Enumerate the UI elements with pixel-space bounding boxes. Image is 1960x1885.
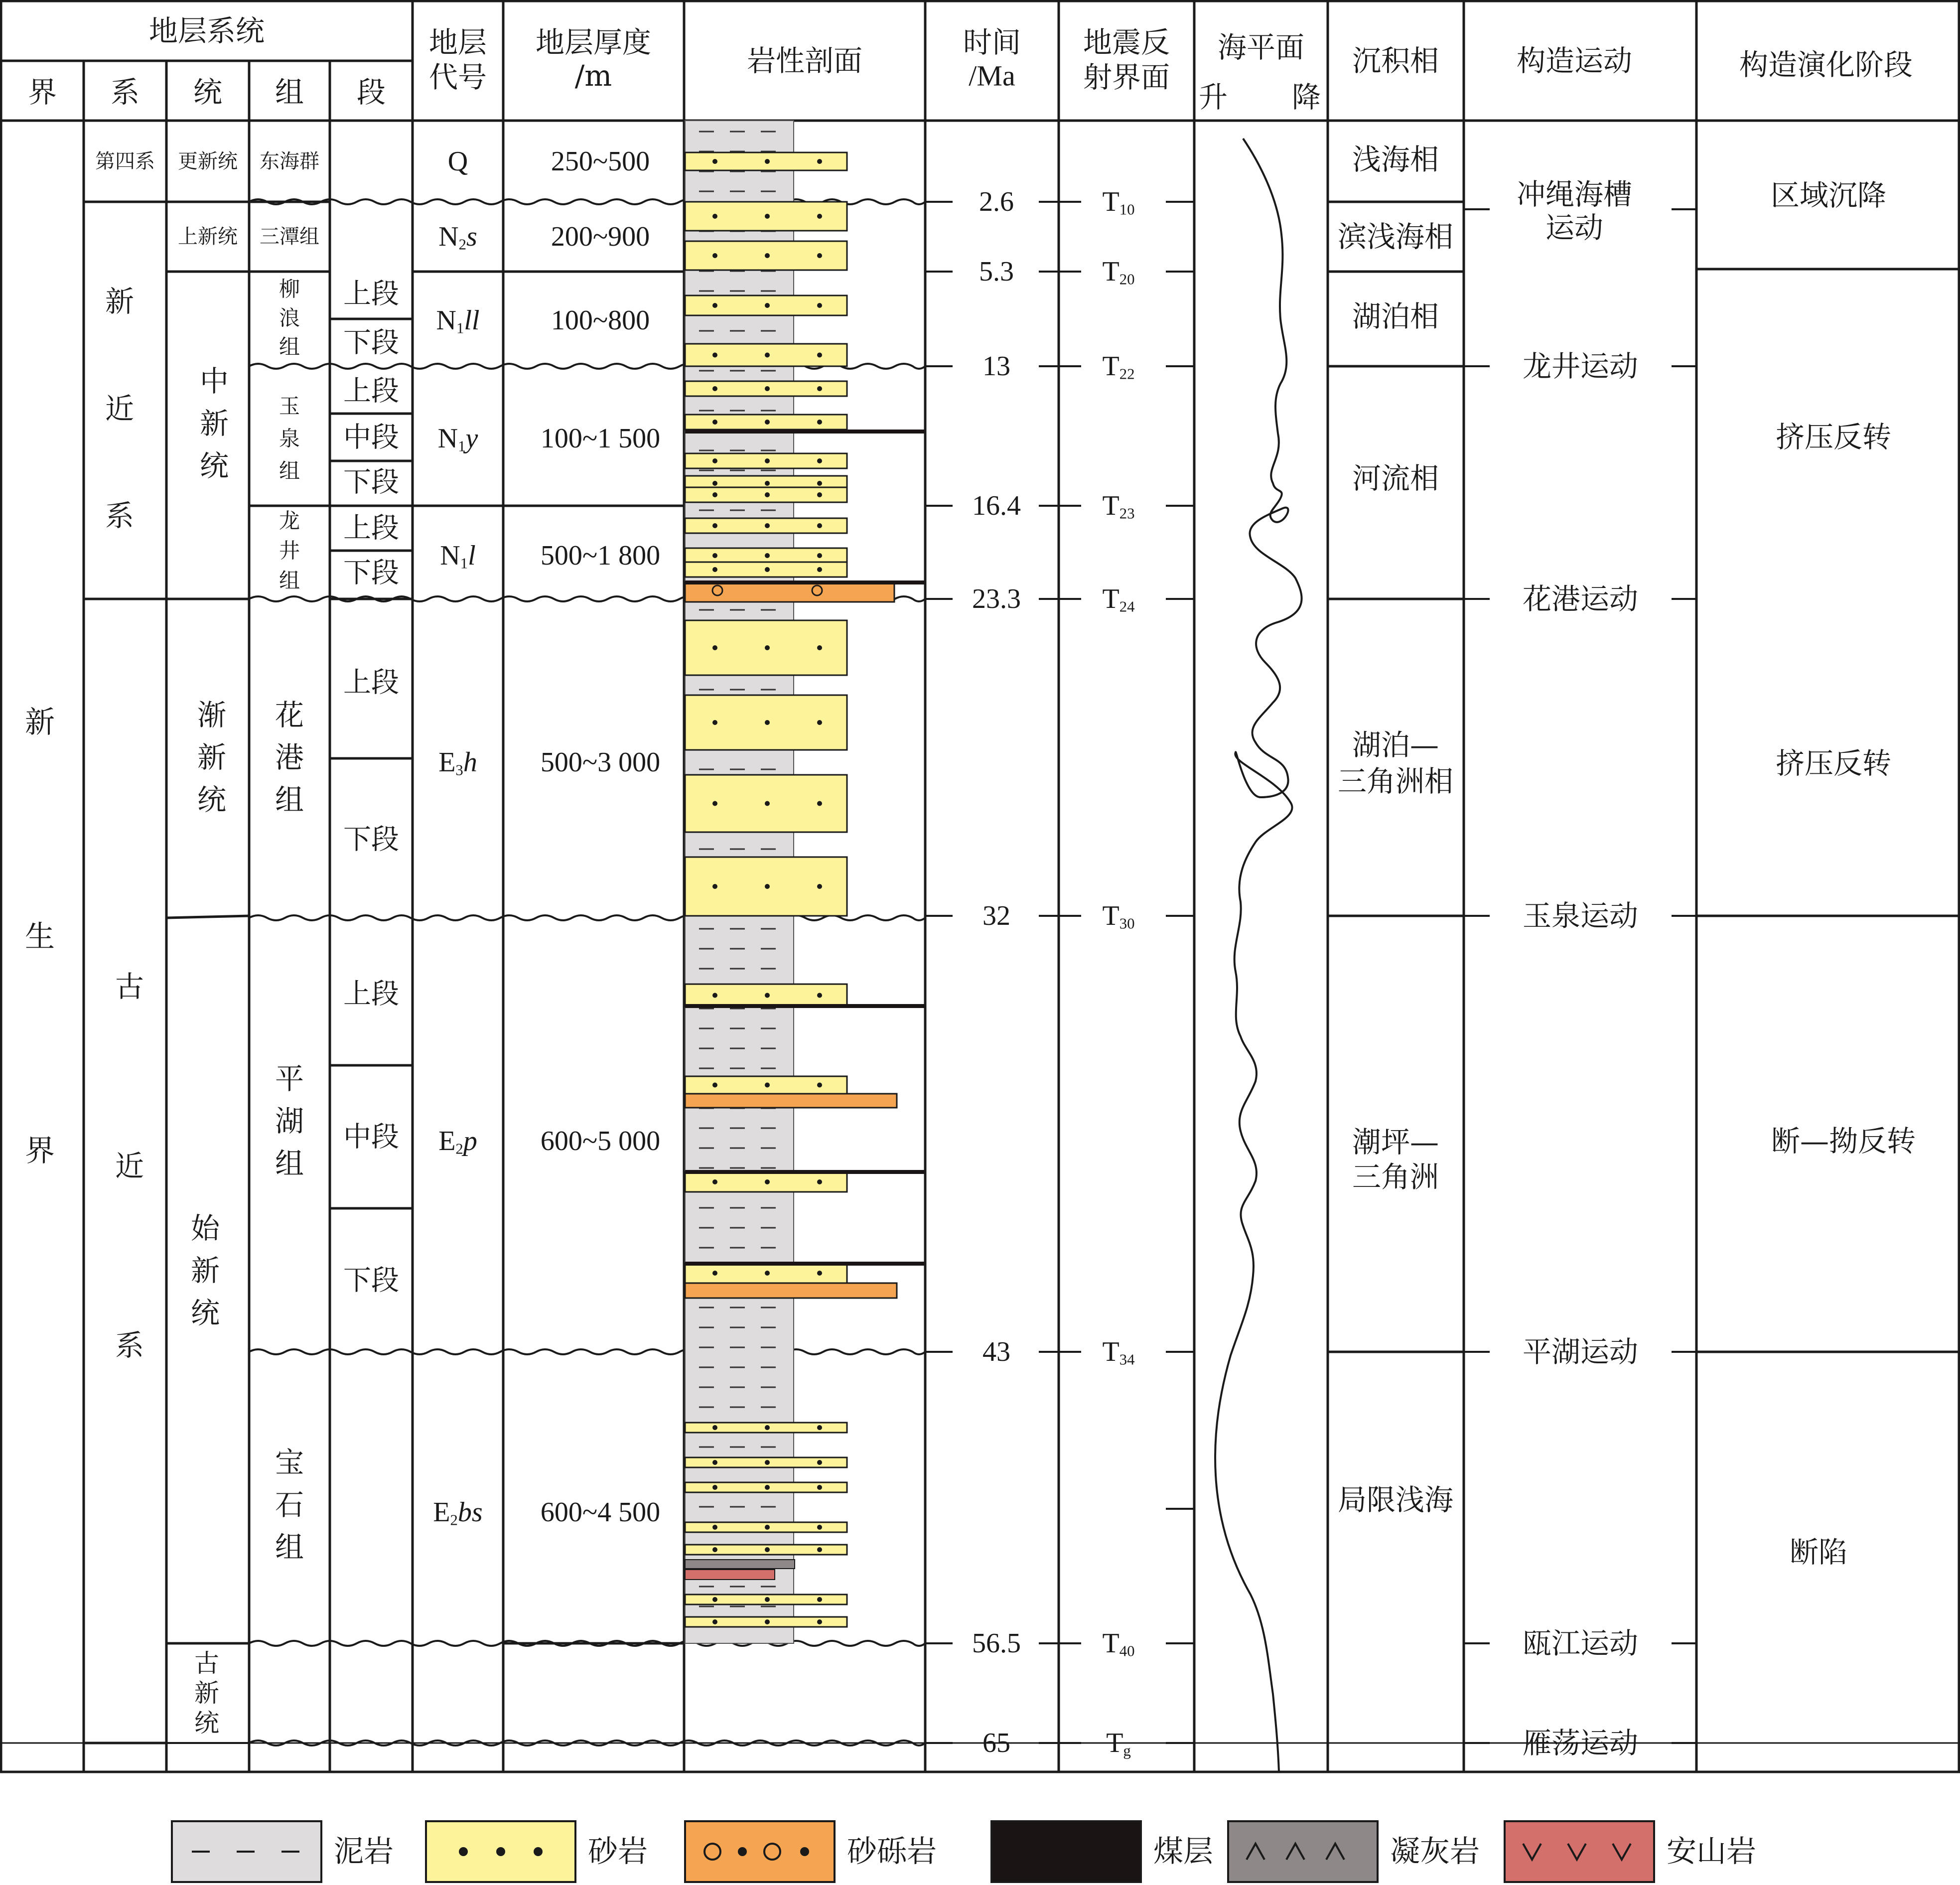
header-jie: 界 xyxy=(27,75,57,109)
legend-label-1: 砂岩 xyxy=(588,1834,648,1869)
header-sealevel-fall: 降 xyxy=(1291,80,1321,114)
zu-longjing xyxy=(279,509,300,593)
thickness-4: 500~1 800 xyxy=(540,540,661,571)
svg-text:组: 组 xyxy=(279,334,300,359)
facies-0: 浅海相 xyxy=(1352,143,1439,176)
jie-cenozoic xyxy=(25,705,55,1168)
svg-text:统: 统 xyxy=(194,1709,219,1738)
sea-level-curve xyxy=(1215,139,1302,1772)
header-time-unit: /Ma xyxy=(969,59,1015,92)
duan-10: 中段 xyxy=(343,1121,399,1154)
duan-1: 下段 xyxy=(343,326,399,359)
age-8: 65 xyxy=(982,1728,1010,1758)
lithology-column xyxy=(685,121,924,1643)
svg-text:组: 组 xyxy=(279,458,300,483)
age-0: 2.6 xyxy=(979,186,1014,217)
svg-text:统: 统 xyxy=(190,1296,220,1330)
duan-0: 上段 xyxy=(343,278,399,310)
code-2: $N_1ll$ xyxy=(436,305,480,337)
thickness-2: 100~800 xyxy=(551,305,650,336)
tong-miocene xyxy=(200,364,229,483)
xi-paleogene xyxy=(115,970,144,1362)
facies-4a: 湖泊— xyxy=(1352,728,1439,762)
svg-text:龙: 龙 xyxy=(279,508,300,533)
duan-9: 上段 xyxy=(343,978,399,1011)
svg-text:渐: 渐 xyxy=(197,698,227,732)
header-xi: 系 xyxy=(110,75,140,109)
zu-yuquan xyxy=(279,394,300,483)
movement-1: 龙井运动 xyxy=(1522,349,1639,383)
duan-11: 下段 xyxy=(343,1264,399,1297)
svg-text:新: 新 xyxy=(25,705,55,740)
legend xyxy=(172,1821,1756,1882)
svg-text:泉: 泉 xyxy=(279,426,300,451)
legend-label-4: 凝灰岩 xyxy=(1390,1834,1480,1869)
code-0: Q xyxy=(447,146,468,177)
header-code: 地层 xyxy=(428,25,487,59)
duan-6: 下段 xyxy=(343,557,399,589)
movement-3: 玉泉运动 xyxy=(1522,899,1639,933)
legend-label-0: 泥岩 xyxy=(334,1834,394,1869)
tong-pliocene: 上新统 xyxy=(178,225,238,248)
svg-text:港: 港 xyxy=(275,740,304,774)
svg-text:玉: 玉 xyxy=(279,394,300,419)
seismic-8: $T_g$ xyxy=(1106,1728,1131,1759)
header-tectonic-stage: 构造演化阶段 xyxy=(1739,48,1913,82)
svg-text:新: 新 xyxy=(194,1679,219,1708)
code-6: $E_2p$ xyxy=(438,1126,477,1158)
header-seismic: 地震反 xyxy=(1083,25,1170,59)
duan-7: 上段 xyxy=(343,666,399,699)
movement-0a: 冲绳海槽 xyxy=(1516,177,1633,211)
tong-paleocene xyxy=(194,1649,219,1738)
zu-santan: 三潭组 xyxy=(260,225,319,248)
duan-4: 下段 xyxy=(343,466,399,499)
svg-text:中: 中 xyxy=(199,364,229,398)
legend-label-5: 安山岩 xyxy=(1667,1834,1756,1869)
legend-item-1 xyxy=(426,1821,648,1882)
legend-label-2: 砂砾岩 xyxy=(847,1834,937,1869)
zu-pinghu xyxy=(275,1062,304,1180)
code-3: $N_1y$ xyxy=(437,423,478,455)
svg-text:石: 石 xyxy=(275,1488,304,1522)
svg-text:近: 近 xyxy=(115,1149,144,1183)
facies-1: 滨浅海相 xyxy=(1337,220,1454,254)
code-5: $E_3h$ xyxy=(438,747,477,779)
svg-text:组: 组 xyxy=(275,1530,304,1564)
thickness-7: 600~4 500 xyxy=(540,1497,661,1528)
duan-8: 下段 xyxy=(343,823,399,856)
movement-5: 瓯江运动 xyxy=(1522,1626,1639,1660)
header-seismic-2: 射界面 xyxy=(1083,60,1170,94)
seismic-0: $T_{10}$ xyxy=(1102,186,1135,218)
header-lithology: 岩性剖面 xyxy=(746,44,863,78)
zu-baoshi xyxy=(275,1446,304,1564)
svg-text:宝: 宝 xyxy=(275,1446,304,1479)
svg-text:近: 近 xyxy=(105,392,135,426)
movement-0b: 运动 xyxy=(1545,211,1604,245)
code-1: $N_2s$ xyxy=(438,221,477,253)
svg-text:新: 新 xyxy=(197,740,227,774)
age-1: 5.3 xyxy=(979,256,1014,287)
legend-item-5 xyxy=(1505,1821,1756,1882)
legend-item-2 xyxy=(685,1821,937,1882)
stage-2: 挤压反转 xyxy=(1775,746,1892,780)
header-sealevel: 海平面 xyxy=(1217,30,1305,64)
seismic-6: $T_{34}$ xyxy=(1102,1336,1135,1368)
age-4: 23.3 xyxy=(972,583,1021,614)
seismic-3: $T_{23}$ xyxy=(1102,490,1135,522)
movement-4: 平湖运动 xyxy=(1522,1335,1639,1369)
seismic-2: $T_{22}$ xyxy=(1102,351,1135,383)
seismic-7: $T_{40}$ xyxy=(1102,1628,1135,1660)
svg-text:浪: 浪 xyxy=(279,305,300,330)
seismic-4: $T_{24}$ xyxy=(1102,583,1135,615)
svg-text:系: 系 xyxy=(105,499,135,533)
facies-2: 湖泊相 xyxy=(1352,299,1439,333)
svg-text:花: 花 xyxy=(275,698,304,732)
age-5: 32 xyxy=(982,900,1010,931)
legend-item-4 xyxy=(1228,1821,1480,1882)
tong-pleistocene: 更新统 xyxy=(178,150,238,173)
svg-text:古: 古 xyxy=(194,1649,219,1678)
svg-text:新: 新 xyxy=(105,285,135,318)
svg-text:统: 统 xyxy=(197,783,227,817)
thickness-1: 200~900 xyxy=(551,221,650,252)
header-time: 时间 xyxy=(963,25,1021,59)
thickness-6: 600~5 000 xyxy=(540,1126,661,1157)
svg-text:平: 平 xyxy=(275,1062,304,1096)
header-strat-system: 地层系统 xyxy=(148,14,265,48)
duan-2: 上段 xyxy=(343,375,399,408)
svg-text:生: 生 xyxy=(25,919,55,954)
zu-donghai: 东海群 xyxy=(260,150,319,173)
thickness-3: 100~1 500 xyxy=(540,423,661,454)
svg-text:新: 新 xyxy=(190,1254,220,1288)
zu-liulang xyxy=(279,277,300,359)
age-7: 56.5 xyxy=(972,1628,1021,1659)
age-6: 43 xyxy=(982,1336,1010,1367)
svg-text:湖: 湖 xyxy=(275,1104,304,1138)
xi-neogene xyxy=(105,285,134,533)
tong-oligocene xyxy=(197,698,226,817)
stage-1: 挤压反转 xyxy=(1775,420,1892,454)
xi-quaternary: 第四系 xyxy=(95,150,155,173)
header-thickness-unit: /m xyxy=(574,59,612,93)
code-7: $E_2bs$ xyxy=(433,1497,483,1529)
svg-text:界: 界 xyxy=(25,1134,55,1168)
svg-text:井: 井 xyxy=(279,538,300,563)
legend-item-0 xyxy=(172,1821,394,1882)
svg-text:柳: 柳 xyxy=(279,277,300,301)
stage-0: 区域沉降 xyxy=(1770,178,1887,212)
facies-6: 局限浅海 xyxy=(1337,1483,1454,1517)
header-thickness: 地层厚度 xyxy=(535,25,652,59)
seismic-1: $T_{20}$ xyxy=(1102,256,1135,288)
stage-4: 断陷 xyxy=(1789,1535,1848,1569)
thickness-5: 500~3 000 xyxy=(540,747,661,778)
boundary-ticks xyxy=(925,202,1696,1743)
age-3: 16.4 xyxy=(972,490,1021,521)
age-2: 13 xyxy=(982,351,1010,382)
svg-text:统: 统 xyxy=(199,449,229,483)
stage-3: 断—拗反转 xyxy=(1771,1124,1916,1158)
svg-text:组: 组 xyxy=(275,1147,304,1180)
legend-label-3: 煤层 xyxy=(1153,1834,1213,1869)
svg-text:新: 新 xyxy=(199,407,229,440)
zu-huagang xyxy=(275,698,304,817)
movement-6: 雁荡运动 xyxy=(1522,1726,1639,1760)
svg-text:组: 组 xyxy=(279,568,300,593)
thickness-0: 250~500 xyxy=(551,146,650,177)
svg-text:古: 古 xyxy=(115,970,144,1004)
svg-text:始: 始 xyxy=(190,1211,220,1245)
facies-3: 河流相 xyxy=(1352,461,1439,495)
facies-4b: 三角洲相 xyxy=(1337,764,1454,798)
header-facies: 沉积相 xyxy=(1352,44,1439,78)
svg-text:组: 组 xyxy=(275,783,304,817)
header-tong: 统 xyxy=(193,75,223,109)
header-zu: 组 xyxy=(275,75,304,109)
seismic-5: $T_{30}$ xyxy=(1102,900,1135,932)
duan-3: 中段 xyxy=(343,421,399,454)
tong-eocene xyxy=(191,1211,221,1330)
facies-5a: 潮坪— xyxy=(1352,1125,1439,1159)
header-duan: 段 xyxy=(356,75,386,109)
facies-5b: 三角洲 xyxy=(1352,1160,1439,1194)
code-4: $N_1l$ xyxy=(440,540,476,572)
svg-text:系: 系 xyxy=(115,1328,144,1362)
movement-2: 花港运动 xyxy=(1522,582,1639,616)
header-sealevel-rise: 升 xyxy=(1198,80,1228,114)
duan-5: 上段 xyxy=(343,512,399,545)
header-code-2: 代号 xyxy=(428,60,487,94)
legend-item-3 xyxy=(991,1821,1213,1882)
header-tectonic-movement: 构造运动 xyxy=(1516,44,1633,78)
